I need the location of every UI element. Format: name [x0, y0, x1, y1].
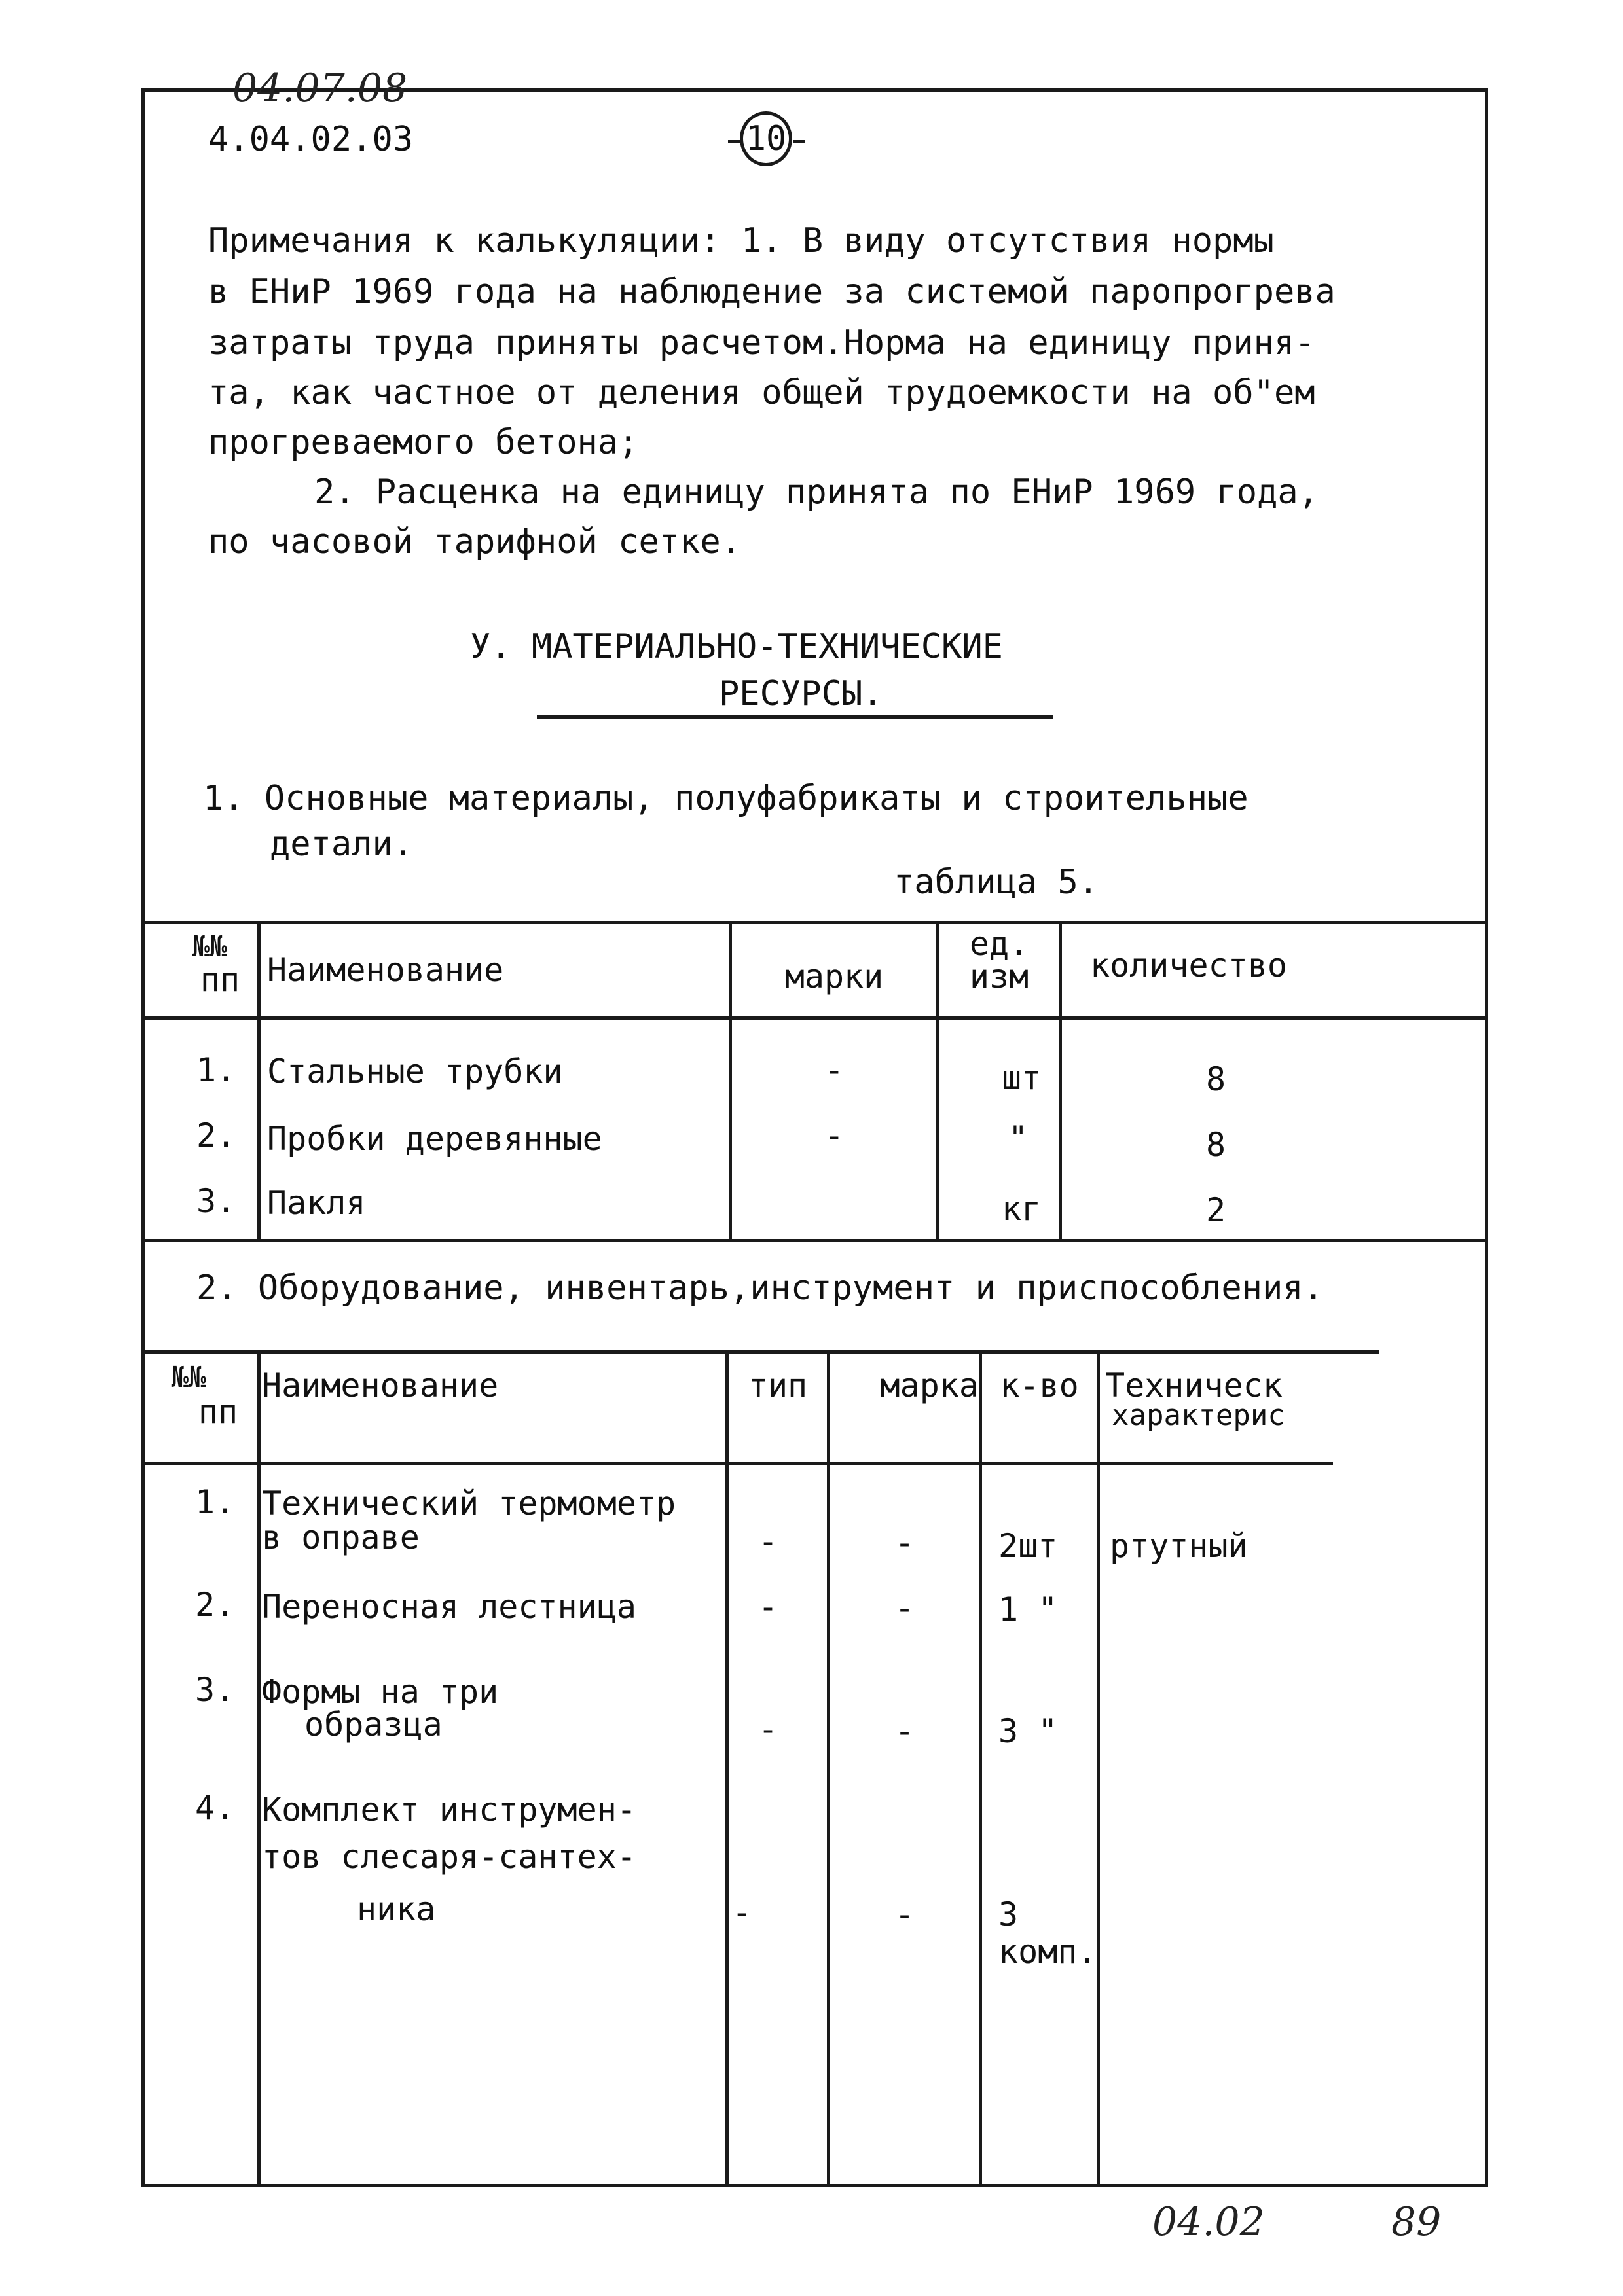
dash-right [793, 140, 805, 143]
table5-header-unit-2: изм [969, 958, 1029, 996]
document-code: 4.04.02.03 [208, 120, 414, 159]
table6-row-1-mark: - [894, 1524, 915, 1562]
table5-header-num-1: №№ [192, 930, 227, 963]
table5-row-2-qty: 8 [1205, 1126, 1226, 1164]
subsection-2-title: 2. Оборудование, инвентарь,инструмент и приспособления. [196, 1268, 1324, 1308]
table5-row-1-num: 1. [196, 1051, 236, 1089]
table6-header-tech-cell [1105, 1367, 1331, 1445]
table5-row-3-unit: кг [1002, 1190, 1042, 1228]
page-number: 10 [740, 111, 792, 166]
table5-bottom-border [141, 1239, 1488, 1242]
table6-col-divider-1 [257, 1350, 261, 2187]
table6-header-num-2: пп [198, 1393, 238, 1431]
table6-row-1-tech: ртутный [1110, 1527, 1248, 1565]
table6-row-3-count: 3 " [998, 1712, 1058, 1750]
table6-col-divider-2 [725, 1350, 729, 2187]
table6-row-2-mark: - [894, 1589, 915, 1627]
table6-header-border [141, 1462, 1333, 1465]
table5-row-1-mark: - [824, 1051, 845, 1089]
table5-row-2-num: 2. [196, 1117, 236, 1155]
table6-row-2-count: 1 " [998, 1590, 1058, 1628]
table5-header-marks: марки [784, 958, 884, 996]
table5-row-2-name: Пробки деревянные [267, 1120, 602, 1158]
table6-row-4-mark: - [894, 1895, 915, 1933]
page-number-marker [728, 111, 800, 170]
table6-row-3-name-2: образца [304, 1706, 443, 1744]
table6-row-4-count-2: комп. [998, 1933, 1097, 1971]
notes-line-1: Примечания к калькуляции: 1. В виду отсутствия нормы [208, 221, 1274, 260]
table5-col-divider-1 [257, 921, 261, 1242]
table6-row-4-name-3: ника [357, 1890, 436, 1928]
table5-header-num-2: пп [200, 961, 240, 999]
table6-row-2-name-1: Переносная лестница [262, 1588, 636, 1626]
table5-header-qty: количество [1090, 946, 1288, 984]
table6-col-divider-5 [1097, 1350, 1100, 2187]
table5-header-border [141, 1016, 1488, 1020]
table6-row-1-num: 1. [195, 1483, 235, 1521]
notes-line-5: прогреваемого бетона; [208, 423, 639, 462]
subsection-1-line-2: детали. [270, 825, 414, 864]
table6-col-divider-3 [827, 1350, 830, 2187]
table5-row-2-unit: " [1008, 1119, 1029, 1157]
table6-header-count: к-во [1000, 1367, 1079, 1405]
notes-line-2: в ЕНиР 1969 года на наблюдение за системой паропрогрева [208, 272, 1336, 312]
table6-row-1-name-2: в оправе [262, 1518, 420, 1556]
table6-col-divider-4 [979, 1350, 982, 2187]
footer-handwritten-right: 89 [1391, 2199, 1442, 2245]
table6-row-2-num: 2. [195, 1586, 235, 1624]
table6-row-2-type: - [757, 1588, 778, 1626]
notes-line-4: та, как частное от деления общей трудоемкости на об"ем [208, 373, 1315, 412]
table6-row-1-type: - [757, 1522, 778, 1560]
table5-top-border [141, 921, 1488, 924]
table6-header-tech-2: характерис [1112, 1399, 1285, 1432]
table5-row-3-num: 3. [196, 1182, 236, 1220]
table5-row-3-name: Пакля [267, 1184, 366, 1222]
table5-header-name: Наименование [267, 951, 504, 989]
table6-row-4-type: - [731, 1893, 752, 1931]
table6-row-4-num: 4. [195, 1789, 235, 1827]
table6-header-num-1: №№ [171, 1361, 206, 1394]
table6-header-tech-1: Техническ [1105, 1367, 1283, 1405]
table5-row-1-unit: шт [1002, 1059, 1042, 1097]
table6-row-4-name-2: тов слесаря-сантех- [262, 1838, 636, 1876]
table6-row-3-num: 3. [195, 1671, 235, 1709]
table6-row-3-type: - [757, 1710, 778, 1748]
table6-row-4-count-1: 3 [998, 1895, 1019, 1933]
table5-row-1-name: Стальные трубки [267, 1052, 563, 1090]
table-5-label: таблица 5. [894, 863, 1099, 902]
table6-row-4-name-1: Комплект инструмен- [262, 1791, 636, 1829]
table6-row-1-count: 2шт [998, 1527, 1058, 1565]
table5-row-1-qty: 8 [1205, 1060, 1226, 1098]
section-title-line-1: У. МАТЕРИАЛЬНО-ТЕХНИЧЕСКИЕ [470, 627, 1003, 666]
notes-line-3: затраты труда приняты расчетом.Норма на единицу приня- [208, 323, 1315, 363]
table6-header-name: Наименование [262, 1367, 499, 1405]
table5-row-2-mark: - [824, 1117, 845, 1155]
dash-left [728, 140, 740, 143]
notes-line-6: 2. Расценка на единицу принята по ЕНиР 1969 года, [314, 473, 1319, 512]
footer-handwritten-left: 04.02 [1152, 2199, 1265, 2245]
table5-row-3-qty: 2 [1205, 1191, 1226, 1229]
table6-row-1-name-1: Технический термометр [262, 1484, 676, 1522]
section-title-underline [537, 715, 1053, 719]
table6-top-border [141, 1350, 1379, 1354]
subsection-1-line-1: 1. Основные материалы, полуфабрикаты и строительные [203, 779, 1249, 818]
table6-header-type: тип [748, 1367, 808, 1405]
section-title-line-2: РЕСУРСЫ. [719, 674, 883, 713]
table6-row-3-mark: - [894, 1712, 915, 1750]
table5-header-unit-1: ед. [969, 925, 1029, 963]
notes-line-7: по часовой тарифной сетке. [208, 522, 741, 562]
table6-row-3-name-1: Формы на три [262, 1673, 499, 1711]
handwritten-date: 04.07.08 [232, 65, 408, 111]
table6-header-mark: марка [880, 1367, 979, 1405]
